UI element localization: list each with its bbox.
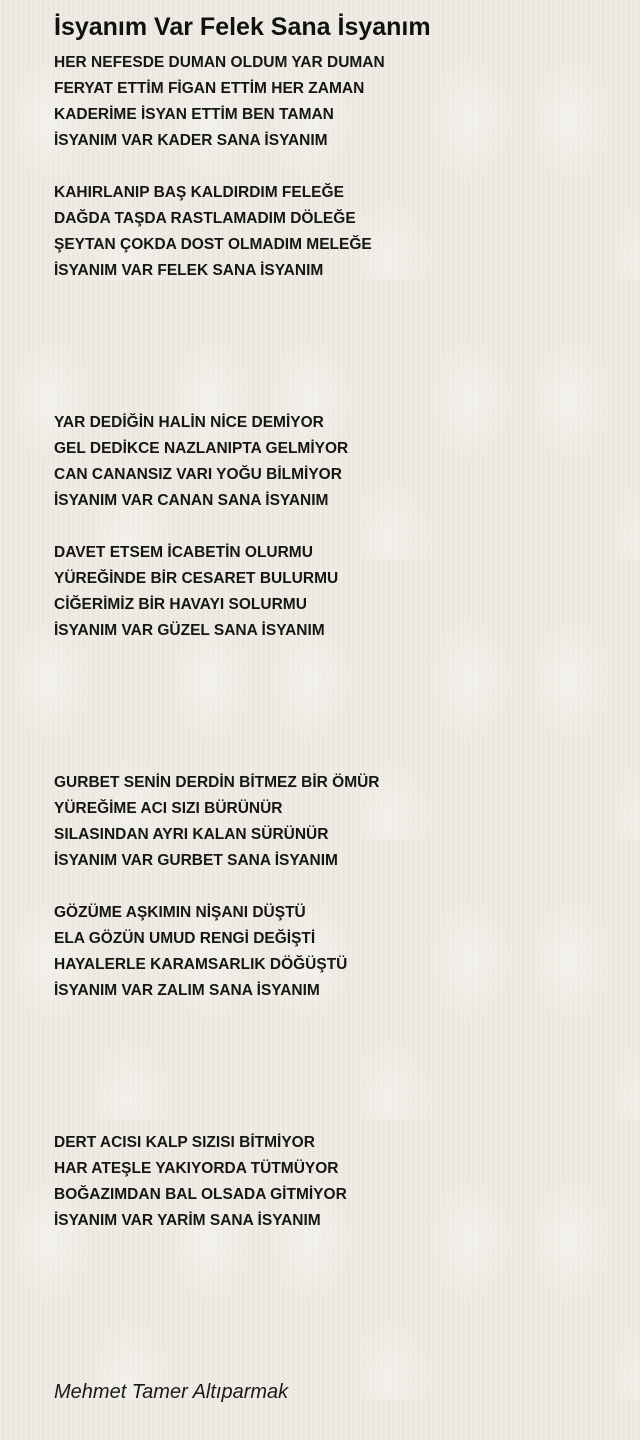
stanza-6 xyxy=(54,900,347,1004)
poem-line: İSYANIM VAR YARİM SANA İSYANIM xyxy=(54,1212,321,1229)
poem-line: YÜREĞİME ACI SIZI BÜRÜNÜR xyxy=(54,800,283,817)
stanza-3 xyxy=(54,410,348,514)
poem-line: İSYANIM VAR CANAN SANA İSYANIM xyxy=(54,492,329,509)
poem-line: DERT ACISI KALP SIZISI BİTMİYOR xyxy=(54,1134,315,1151)
poem-line: DAVET ETSEM İCABETİN OLURMU xyxy=(54,544,313,561)
stanza-4 xyxy=(54,540,338,644)
poem-line: KADERİME İSYAN ETTİM BEN TAMAN xyxy=(54,106,334,123)
poem-line: ELA GÖZÜN UMUD RENGİ DEĞİŞTİ xyxy=(54,930,316,947)
poem-line: ŞEYTAN ÇOKDA DOST OLMADIM MELEĞE xyxy=(54,236,372,253)
poem-line: HAYALERLE KARAMSARLIK DÖĞÜŞTÜ xyxy=(54,956,348,973)
stanza-2 xyxy=(54,180,372,284)
poem-line: GEL DEDİKCE NAZLANIPTA GELMİYOR xyxy=(54,440,349,457)
poem-line: İSYANIM VAR GURBET SANA İSYANIM xyxy=(54,852,338,869)
poem-line: GURBET SENİN DERDİN BİTMEZ BİR ÖMÜR xyxy=(54,774,380,791)
poem-line: BOĞAZIMDAN BAL OLSADA GİTMİYOR xyxy=(54,1186,347,1203)
poem-line: İSYANIM VAR KADER SANA İSYANIM xyxy=(54,132,328,149)
poem-line: DAĞDA TAŞDA RASTLAMADIM DÖLEĞE xyxy=(54,210,356,227)
poem-line: KAHIRLANIP BAŞ KALDIRDIM FELEĞE xyxy=(54,184,344,201)
stanza-1 xyxy=(54,50,385,154)
stanza-7 xyxy=(54,1130,347,1234)
stanza-5 xyxy=(54,770,380,874)
poem-line: İSYANIM VAR FELEK SANA İSYANIM xyxy=(54,262,324,279)
poem-line: YÜREĞİNDE BİR CESARET BULURMU xyxy=(54,570,339,587)
poem-line: CİĞERİMİZ BİR HAVAYI SOLURMU xyxy=(54,596,307,613)
author-name: Mehmet Tamer Altıparmak xyxy=(54,1381,289,1403)
poem-line: SILASINDAN AYRI KALAN SÜRÜNÜR xyxy=(54,826,329,843)
poem-title: İsyanım Var Felek Sana İsyanım xyxy=(54,13,431,41)
poem-line: HER NEFESDE DUMAN OLDUM YAR DUMAN xyxy=(54,54,385,71)
poem-line: CAN CANANSIZ VARI YOĞU BİLMİYOR xyxy=(54,466,342,483)
poem-line: İSYANIM VAR ZALIM SANA İSYANIM xyxy=(54,982,320,999)
poem-line: YAR DEDİĞİN HALİN NİCE DEMİYOR xyxy=(54,414,324,431)
poem-line: İSYANIM VAR GÜZEL SANA İSYANIM xyxy=(54,622,325,639)
poem-line: GÖZÜME AŞKIMIN NİŞANI DÜŞTÜ xyxy=(54,904,306,921)
poem-line: FERYAT ETTİM FİGAN ETTİM HER ZAMAN xyxy=(54,80,365,97)
poem-line: HAR ATEŞLE YAKIYORDA TÜTMÜYOR xyxy=(54,1160,339,1177)
